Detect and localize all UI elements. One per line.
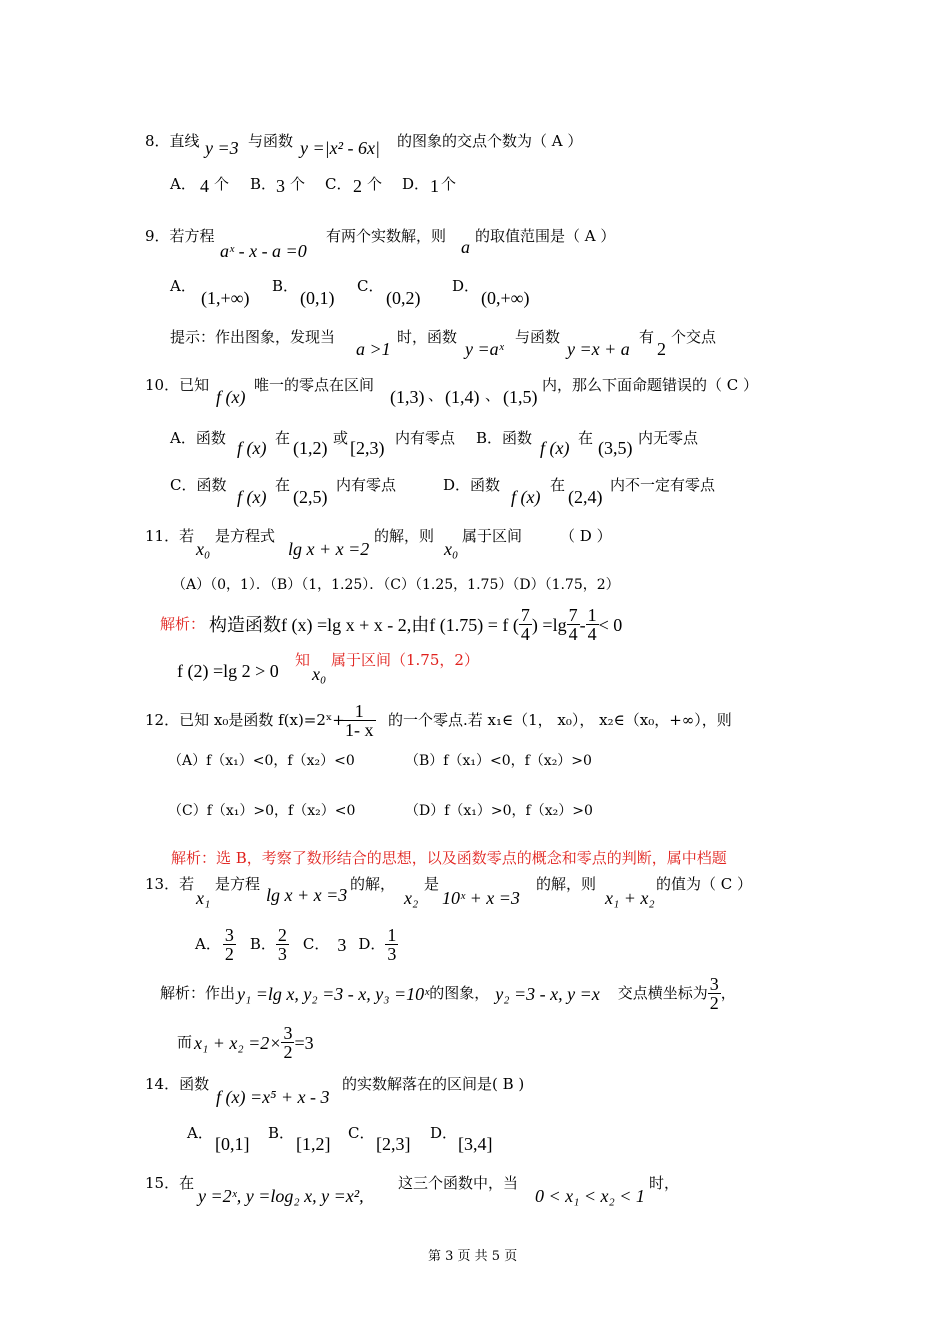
q11-solution-expr-2: ) =lg — [531, 614, 567, 635]
q11-solution-expr: 构造函数f (x) =lg x + x - 2,由f (1.75) = f ( — [209, 614, 519, 635]
q10-option-d-f: f (x) — [511, 487, 541, 507]
q14-option-d-value: [3,4] — [458, 1134, 493, 1154]
q10-option-c-at: 在 — [275, 476, 291, 494]
q13-option-c-label: C． — [302, 935, 330, 953]
q13-text-2: 的解， — [350, 875, 396, 893]
q11-frac-2 — [567, 606, 580, 643]
q13-options — [195, 926, 398, 963]
q10-option-b-end: 内无零点 — [638, 429, 699, 447]
q13-option-d-num: 1 — [387, 925, 397, 945]
q12-option-d: （D）f（x₁）>0，f（x₂）>0 — [405, 803, 593, 819]
q8-option-a-value: 4 — [200, 176, 209, 196]
q9-hint-math-4: 2 — [657, 339, 666, 359]
q13-solution-frac — [708, 975, 721, 1012]
q11-solution-expr-3: - — [579, 614, 586, 635]
page-footer: 第 3 页 共 5 页 — [428, 1249, 518, 1264]
q11-text-2: 的解，则 — [374, 527, 435, 545]
q8-option-c-label: C． — [325, 175, 352, 193]
q13-option-b-label: B． — [249, 935, 276, 953]
q13-solution-funcs-2: y₂ =3 - x, y =x — [495, 983, 600, 1004]
q13-solution-line — [160, 975, 736, 1012]
q12-stem-2: 的一个零点.若 x₁∈（1， x₀）， x₂∈（x₀，+∞），则 — [388, 711, 732, 729]
q14-option-d-label: D． — [430, 1124, 458, 1142]
q9-hint-math-1: a >1 — [356, 339, 391, 359]
q13-solution-text: 的图象， — [429, 984, 490, 1002]
q15-math-funcs: y =2ˣ, y =log₂ x, y =x², — [198, 1186, 364, 1206]
q10-option-b-int: (3,5) — [598, 438, 633, 458]
q13-solution-label: 解析：作出 — [160, 984, 236, 1002]
q11-answer: （ D ） — [560, 527, 612, 545]
q14-option-a-value: [0,1] — [215, 1134, 250, 1154]
q10-option-a-or: 或 — [333, 429, 349, 447]
q10-option-c-int: (2,5) — [293, 487, 328, 507]
q13-option-d-label: D． — [358, 935, 386, 953]
q10-option-b-f: f (x) — [540, 438, 570, 458]
q13-solution-frac-2-den: 2 — [283, 1042, 293, 1062]
q9-hint-text: 提示：作出图象，发现当 — [170, 328, 336, 346]
q9-option-a-label: A． — [170, 277, 196, 295]
q10-option-b-at: 在 — [578, 429, 594, 447]
q14-option-c-value: [2,3] — [376, 1134, 411, 1154]
q9-hint-math-2: y =aˣ — [465, 339, 504, 359]
q11-text: 是方程式 — [215, 527, 276, 545]
q8-text: 与函数 — [248, 132, 294, 150]
q9-option-c-label: C． — [357, 277, 384, 295]
q10-interval-3: (1,5) — [503, 387, 538, 407]
q11-solution-label: 解析： — [160, 615, 206, 633]
q11-math-x0: x₀ — [196, 539, 211, 559]
q9-option-b-label: B． — [272, 277, 299, 295]
q13-solution-frac-2-num: 3 — [283, 1023, 293, 1043]
q9-option-d-label: D． — [452, 277, 480, 295]
q8-option-d-unit: 个 — [441, 175, 457, 193]
q11-frac-3 — [586, 606, 599, 643]
q10-option-a-at: 在 — [275, 429, 291, 447]
q13-solution-frac-num: 3 — [709, 974, 719, 994]
q10-text: 唯一的零点在区间 — [254, 376, 375, 394]
q11-frac-2-den: 4 — [568, 624, 578, 644]
q9-text: 有两个实数解，则 — [326, 227, 447, 245]
q8-text-end: 的图象的交点个数为（ A ） — [397, 132, 583, 150]
q10-option-c-label: C．函数 — [170, 476, 227, 494]
q13-solution-text-2: 交点横坐标为 — [617, 984, 708, 1002]
q9-text-end: 的取值范围是（ A ） — [475, 227, 616, 245]
q12-option-b: （B）f（x₁）<0，f（x₂）>0 — [405, 753, 592, 769]
q11-math-equation: lg x + x =2 — [288, 539, 370, 559]
q11-solution-result: 属于区间（1.75，2） — [331, 651, 479, 669]
q13-option-b-den: 3 — [277, 944, 287, 964]
q12-fraction-num: 1 — [343, 702, 376, 721]
q10-option-c-f: f (x) — [237, 487, 267, 507]
q11-frac-3-num: 1 — [587, 605, 597, 625]
q8-option-c-unit: 个 — [367, 175, 383, 193]
q13-number: 13．若 — [145, 875, 195, 893]
q12-fraction — [343, 702, 376, 739]
q13-option-b-num: 2 — [277, 925, 287, 945]
q15-text: 这三个函数中，当 — [398, 1174, 519, 1192]
q15-text-end: 时， — [649, 1174, 680, 1192]
q8-math-line: y =3 — [205, 138, 239, 158]
q8-option-d-label: D． — [402, 175, 430, 193]
q11-math-x0-2: x₀ — [444, 539, 459, 559]
q13-text: 是方程 — [215, 875, 261, 893]
q9-option-c-value: (0,2) — [386, 288, 421, 308]
q13-text-5: 的值为（ C ） — [656, 875, 753, 893]
q10-text-end: 内，那么下面命题错误的（ C ） — [542, 376, 759, 394]
q9-option-d-value: (0,+∞) — [481, 288, 530, 308]
q11-solution-expr-4: < 0 — [598, 614, 623, 635]
q11-solution-x0: x₀ — [312, 664, 327, 684]
q12-option-a: （A）f（x₁）<0，f（x₂）<0 — [168, 753, 355, 769]
q10-number: 10．已知 — [145, 376, 210, 394]
q8-option-a-label: A． — [170, 175, 196, 193]
q10-option-a-int2: [2,3) — [350, 438, 385, 458]
q12-solution: 解析：选 B，考察了数形结合的思想，以及函数零点的概念和零点的判断，属中档题 — [171, 849, 727, 867]
q9-math-equation: aˣ - x - a =0 — [220, 241, 307, 261]
q11-solution-line — [160, 606, 622, 643]
q13-text-3: 是 — [424, 875, 440, 893]
q13-solution-sum: x₁ + x₂ =2× — [194, 1032, 282, 1053]
q10-interval-1: (1,3) — [390, 387, 425, 407]
q9-hint-text-2: 时，函数 — [397, 328, 458, 346]
q12-option-c: （C）f（x₁）>0，f（x₂）<0 — [168, 803, 356, 819]
q10-sep-2: 、 — [485, 386, 501, 404]
q10-option-a-f: f (x) — [237, 438, 267, 458]
q14-option-b-label: B． — [268, 1124, 295, 1142]
q13-option-a-label: A． — [195, 935, 221, 953]
q14-option-c-label: C． — [348, 1124, 375, 1142]
q14-math-func: f (x) =x⁵ + x - 3 — [216, 1087, 330, 1107]
q11-frac-3-den: 4 — [587, 624, 597, 644]
q13-solution-funcs: y₁ =lg x, y₂ =3 - x, y₃ =10ˣ — [237, 983, 430, 1004]
q9-math-a: a — [461, 237, 470, 257]
q13-solution-line-2 — [177, 1024, 314, 1061]
q10-sep-1: 、 — [428, 386, 444, 404]
q13-math-eq2: 10ˣ + x =3 — [442, 888, 520, 908]
q10-option-a-int1: (1,2) — [293, 438, 328, 458]
q10-interval-2: (1,4) — [445, 387, 480, 407]
q11-number: 11．若 — [145, 527, 195, 545]
q13-option-a-den: 2 — [224, 944, 234, 964]
q15-math-ineq: 0 < x₁ < x₂ < 1 — [535, 1186, 645, 1206]
q14-option-b-value: [1,2] — [296, 1134, 331, 1154]
q12-stem: 12．已知 x₀是函数 f(x)=2ˣ+ — [145, 711, 345, 729]
q9-option-b-value: (0,1) — [300, 288, 335, 308]
q13-solution-frac-2 — [281, 1024, 294, 1061]
q11-frac-1 — [519, 606, 532, 643]
q11-solution-f2: f (2) =lg 2 > 0 — [177, 661, 279, 681]
q9-option-a-value: (1,+∞) — [201, 288, 250, 308]
q14-number: 14．函数 — [145, 1075, 210, 1093]
q10-math-f: f (x) — [216, 387, 246, 407]
q13-solution-result: =3 — [294, 1032, 314, 1053]
q10-option-d-at: 在 — [550, 476, 566, 494]
q10-option-d-label: D．函数 — [443, 476, 501, 494]
q10-option-d-int: (2,4) — [568, 487, 603, 507]
q13-math-x2: x₂ — [404, 888, 419, 908]
q13-option-a-frac — [223, 926, 236, 963]
q9-hint-text-3: 与函数 — [515, 328, 561, 346]
q11-frac-1-den: 4 — [520, 624, 530, 644]
q14-option-a-label: A． — [187, 1124, 213, 1142]
q9-hint-text-4: 有 — [639, 328, 655, 346]
q13-text-4: 的解，则 — [536, 875, 597, 893]
q8-option-b-value: 3 — [276, 176, 285, 196]
q13-option-d-frac — [385, 926, 398, 963]
q10-option-a-label: A．函数 — [170, 429, 226, 447]
q13-solution-frac-den: 2 — [709, 993, 719, 1013]
q13-option-b-frac — [276, 926, 289, 963]
q11-frac-1-num: 7 — [520, 605, 530, 625]
q8-option-d-value: 1 — [430, 176, 439, 196]
q8-number: 8．直线 — [145, 132, 200, 150]
q13-math-sum: x₁ + x₂ — [605, 888, 655, 908]
q8-option-b-unit: 个 — [290, 175, 306, 193]
q9-hint-math-3: y =x + a — [567, 339, 630, 359]
q13-solution-comma: ， — [720, 984, 736, 1002]
q13-math-eq1: lg x + x =3 — [266, 885, 348, 905]
q12-fraction-den: 1- x — [345, 720, 374, 740]
q13-option-d-den: 3 — [387, 944, 397, 964]
q8-option-b-label: B． — [250, 175, 277, 193]
q13-option-c-value: 3 — [337, 934, 347, 955]
q14-text: 的实数解落在的区间是( B ) — [342, 1075, 525, 1093]
q11-solution-know: 知 — [295, 651, 311, 669]
q11-options: （A）（0，1）．（B）（1，1.25）．（C）（1.25，1.75）（D）（1.75，2） — [172, 577, 620, 593]
q9-hint-text-5: 个交点 — [671, 328, 717, 346]
q11-frac-2-num: 7 — [568, 605, 578, 625]
q8-option-a-unit: 个 — [214, 175, 230, 193]
q8-option-c-value: 2 — [353, 176, 362, 196]
q10-option-d-end: 内不一定有零点 — [610, 476, 716, 494]
q10-option-a-end: 内有零点 — [395, 429, 456, 447]
q8-math-func: y =|x² - 6x| — [300, 138, 380, 158]
q15-number: 15．在 — [145, 1174, 195, 1192]
q13-solution-and: 而 — [177, 1033, 193, 1051]
q10-option-c-end: 内有零点 — [336, 476, 397, 494]
q9-number: 9．若方程 — [145, 227, 215, 245]
q10-option-b-label: B．函数 — [476, 429, 533, 447]
q13-option-a-num: 3 — [224, 925, 234, 945]
q13-math-x1: x₁ — [196, 888, 211, 908]
q11-text-3: 属于区间 — [462, 527, 523, 545]
